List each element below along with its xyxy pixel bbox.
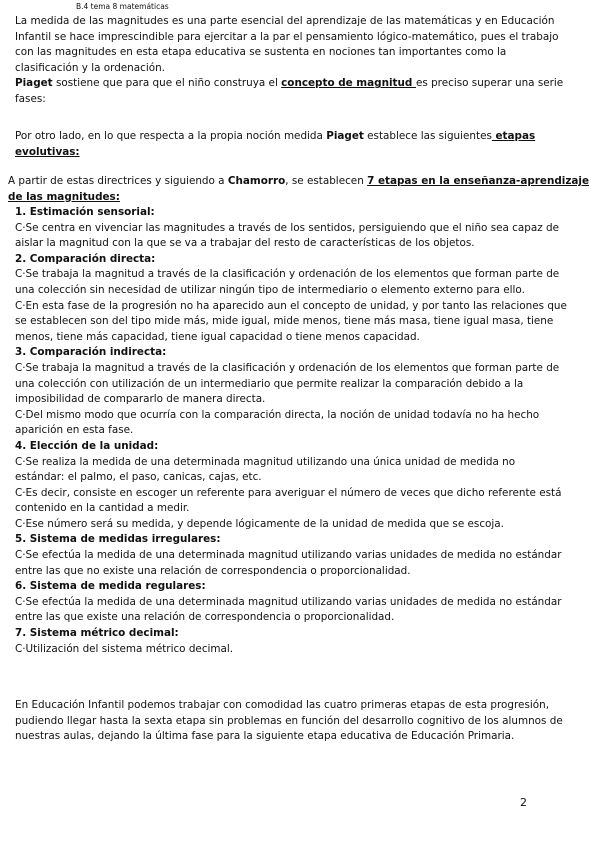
author-piaget: Piaget: [15, 77, 53, 90]
seven-stages-term-cont: de las magnitudes:: [8, 190, 120, 203]
text-span: A partir de estas directrices y siguiendo a: [8, 175, 228, 187]
stage-text-line: C·Ese número será su medida, y depende lógicamente de la unidad de medida que se escoja.: [15, 517, 504, 530]
stage-text-line: C·Se realiza la medida de una determinada magnitud utilizando una única unidad de medida no: [15, 455, 516, 468]
stage-text-line: imposibilidad de compararlo de manera directa.: [15, 393, 266, 406]
author-chamorro: Chamorro: [227, 175, 286, 187]
stage-text-line: aparición en esta fase.: [15, 424, 134, 437]
stage-title: 4. Elección de la unidad:: [15, 439, 159, 452]
text-line: [15, 129, 590, 145]
text-line: [8, 174, 593, 190]
text-line: Infantil se hace imprescindible para ejercitar a la par el pensamiento lógico-matemático, pues el trabajo: [15, 30, 559, 43]
concepto-link: concepto de magnitud: [281, 77, 416, 90]
evolutivas-term: evolutivas:: [15, 145, 80, 158]
text-span: es preciso superar una serie: [415, 77, 564, 90]
text-line: clasificación y la ordenación.: [15, 61, 165, 74]
intro-paragraph: [15, 14, 590, 108]
stage-title: 5. Sistema de medidas irregulares:: [15, 533, 221, 546]
stage-text-line: contenido en la cantidad a medir.: [15, 502, 190, 515]
author-piaget: Piaget: [326, 130, 364, 142]
text-line: En Educación Infantil podemos trabajar con comodidad las cuatro primeras etapas de esta progresión,: [15, 699, 549, 711]
stage-text-line: estándar: el palmo, el paso, canicas, cajas, etc.: [15, 471, 262, 484]
stage-text-line: C·Se efectúa la medida de una determinada magnitud utilizando varias unidades de medida no estándar: [15, 595, 562, 608]
stage-text-line: entre las que existe una relación de correspondencia o proporcionalidad.: [15, 611, 395, 624]
stage-text-line: C·Del mismo modo que ocurría con la comparación directa, la noción de unidad todavía no ha hecho: [15, 408, 540, 421]
text-line: [15, 76, 590, 92]
text-span: , se establecen: [285, 175, 368, 187]
stage-title: 7. Sistema métrico decimal:: [15, 627, 179, 640]
stage-text-line: C·Utilización del sistema métrico decimal.: [15, 642, 234, 655]
stage-text-line: C·Se centra en vivenciar las magnitudes a través de los sentidos, persiguiendo que el niño sea capaz de: [15, 221, 559, 234]
text-line: nuestras aulas, dejando la última fase para la siguiente etapa educativa de Educación Primaria.: [15, 730, 515, 743]
closing-paragraph: [15, 698, 590, 745]
stage-title: 3. Comparación indirecta:: [15, 346, 167, 359]
stage-title: 6. Sistema de medida regulares:: [15, 580, 206, 593]
text-line: La medida de las magnitudes es una parte esencial del aprendizaje de las matemáticas y en Educación: [15, 15, 555, 27]
stage-text-line: C·Se trabaja la magnitud a través de la clasificación y ordenación de los elementos que forman parte de: [15, 361, 560, 374]
stage-text-line: una colección sin necesidad de utilizar ningún tipo de intermediario o elemento externo para ello.: [15, 283, 525, 296]
stage-title: 1. Estimación sensorial:: [15, 206, 155, 218]
stage-text-line: menos, tiene más capacidad, tiene igual capacidad o tiene menos capacidad.: [15, 330, 420, 343]
stage-title: 2. Comparación directa:: [15, 252, 156, 265]
text-line: pudiendo llegar hasta la sexta etapa sin problemas en función del desarrollo cognitivo de los alumnos de: [15, 714, 563, 727]
stage-text-line: entre las que no existe una relación de correspondencia o proporcionalidad.: [15, 564, 411, 577]
text-span: establece las siguientes: [363, 130, 492, 142]
stages-list: [15, 205, 590, 657]
stage-text-line: se establecen son del tipo mide más, mide igual, mide menos, tiene más masa, tiene igual masa, tiene: [15, 315, 554, 328]
stage-text-line: C·Se trabaja la magnitud a través de la clasificación y ordenación de los elementos que forman parte de: [15, 268, 560, 281]
stage-text-line: una colección con utilización de un intermediario que permite realizar la comparación debido a la: [15, 377, 524, 390]
seven-stages-term: 7 etapas en la enseñanza-aprendizaje: [367, 175, 590, 187]
text-line: fases:: [15, 92, 46, 105]
stage-text-line: C·Es decir, consiste en escoger un referente para averiguar el número de veces que dicho referente está: [15, 486, 562, 499]
stage-text-line: C·En esta fase de la progresión no ha aparecido aun el concepto de unidad, y por tanto las relaciones que: [15, 299, 567, 312]
third-paragraph: [8, 174, 593, 205]
page-number: 2: [520, 796, 527, 809]
running-header: B.4 tema 8 matemáticas: [76, 2, 169, 11]
etapas-term: etapas: [491, 130, 536, 142]
stage-text-line: aislar la magnitud con la que se va a trabajar del resto de características de los objetos.: [15, 237, 475, 250]
text-line: con las magnitudes en esta etapa educativa se sustenta en nociones tan importantes como la: [15, 46, 507, 59]
second-paragraph: [15, 129, 590, 160]
stage-text-line: C·Se efectúa la medida de una determinada magnitud utilizando varias unidades de medida no estándar: [15, 549, 562, 562]
text-span: sostiene que para que el niño construya el: [52, 77, 282, 90]
text-span: Por otro lado, en lo que respecta a la propia noción medida: [15, 130, 327, 142]
